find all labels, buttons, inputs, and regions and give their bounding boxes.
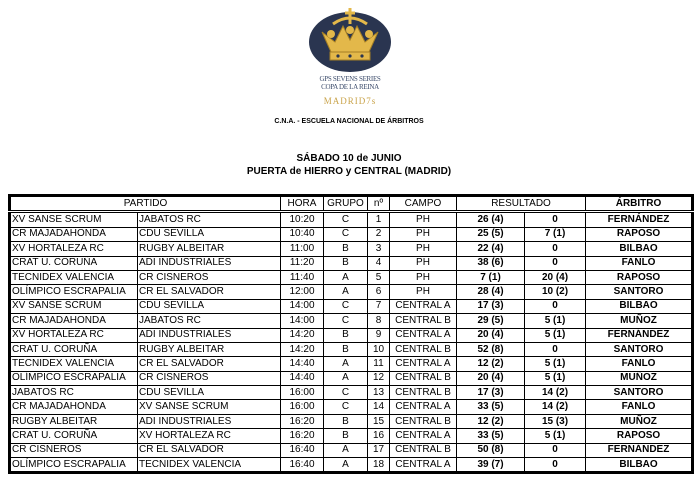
home-team: TECNIDEX VALENCIA (10, 357, 138, 371)
match-group: B (324, 328, 368, 342)
home-score: 39 (7) (457, 458, 525, 473)
col-header-campo: CAMPO (390, 196, 457, 212)
home-team: CR MAJADAHONDA (10, 400, 138, 414)
match-time: 16:00 (281, 386, 324, 400)
home-score: 38 (6) (457, 256, 525, 270)
away-score: 0 (525, 256, 586, 270)
away-team: CR CISNEROS (138, 270, 281, 284)
logo-line-2: COPA DE LA REINA (321, 83, 379, 91)
match-time: 14:40 (281, 371, 324, 385)
event-date: SÁBADO 10 de JUNIO (296, 153, 402, 164)
home-score: 12 (2) (457, 414, 525, 428)
match-group: B (324, 242, 368, 256)
referee: FERNÁNDEZ (586, 443, 693, 457)
home-team: CR MAJADAHONDA (10, 227, 138, 241)
home-team: XV SANSE SCRUM (10, 212, 138, 227)
away-team: JABATOS RC (138, 314, 281, 328)
table-row (10, 242, 693, 256)
away-score: 7 (1) (525, 227, 586, 241)
home-team: XV SANSE SCRUM (10, 299, 138, 313)
home-score: 25 (5) (457, 227, 525, 241)
away-score: 15 (3) (525, 414, 586, 428)
home-team: CR CISNEROS (10, 443, 138, 457)
match-group: A (324, 443, 368, 457)
match-number: 1 (368, 212, 390, 227)
match-field: CENTRAL B (390, 371, 457, 385)
home-team: JABATOS RC (10, 386, 138, 400)
away-team: ADI INDUSTRIALES (138, 414, 281, 428)
match-group: C (324, 314, 368, 328)
match-time: 11:20 (281, 256, 324, 270)
away-score: 0 (525, 299, 586, 313)
col-header-grupo: GRUPO (324, 196, 368, 212)
referee: FERNÁNDEZ (586, 328, 693, 342)
away-score: 0 (525, 458, 586, 473)
match-field: CENTRAL A (390, 429, 457, 443)
match-number: 11 (368, 357, 390, 371)
away-team: CR CISNEROS (138, 371, 281, 385)
away-score: 14 (2) (525, 386, 586, 400)
match-group: C (324, 386, 368, 400)
match-time: 16:40 (281, 443, 324, 457)
match-group: A (324, 285, 368, 299)
away-team: JABATOS RC (138, 212, 281, 227)
match-number: 16 (368, 429, 390, 443)
match-group: C (324, 400, 368, 414)
match-time: 14:20 (281, 328, 324, 342)
home-team: CRAT U. CORUÑA (10, 429, 138, 443)
match-field: PH (390, 270, 457, 284)
col-header-hora: HORA (281, 196, 324, 212)
match-field: CENTRAL B (390, 414, 457, 428)
match-field: CENTRAL A (390, 400, 457, 414)
table-row (10, 458, 693, 473)
referee: MUÑOZ (586, 314, 693, 328)
referee: FERNÁNDEZ (586, 212, 693, 227)
home-score: 52 (8) (457, 342, 525, 356)
referee: SANTORO (586, 386, 693, 400)
match-field: CENTRAL B (390, 443, 457, 457)
away-score: 10 (2) (525, 285, 586, 299)
table-header-row (10, 196, 693, 212)
match-group: C (324, 227, 368, 241)
match-number: 2 (368, 227, 390, 241)
home-team: OLÍMPICO ESCRAPALIA (10, 371, 138, 385)
referee: BILBAO (586, 458, 693, 473)
match-group: A (324, 371, 368, 385)
match-number: 15 (368, 414, 390, 428)
table-row (10, 328, 693, 342)
table-row (10, 400, 693, 414)
away-team: CDU SEVILLA (138, 386, 281, 400)
away-team: CR EL SALVADOR (138, 285, 281, 299)
match-group: B (324, 429, 368, 443)
match-field: CENTRAL A (390, 357, 457, 371)
referee: FANLO (586, 256, 693, 270)
match-field: CENTRAL B (390, 314, 457, 328)
match-time: 14:00 (281, 299, 324, 313)
match-number: 5 (368, 270, 390, 284)
match-time: 10:20 (281, 212, 324, 227)
table-row (10, 270, 693, 284)
home-score: 22 (4) (457, 242, 525, 256)
match-number: 17 (368, 443, 390, 457)
match-results-table (8, 194, 694, 474)
referee: SANTORO (586, 342, 693, 356)
referee: BILBAO (586, 299, 693, 313)
table-row (10, 443, 693, 457)
match-number: 18 (368, 458, 390, 473)
referee: RAPOSO (586, 270, 693, 284)
away-score: 5 (1) (525, 371, 586, 385)
away-team: RUGBY ALBEITAR (138, 242, 281, 256)
away-team: XV SANSE SCRUM (138, 400, 281, 414)
match-number: 4 (368, 256, 390, 270)
away-score: 20 (4) (525, 270, 586, 284)
match-field: CENTRAL A (390, 299, 457, 313)
home-score: 12 (2) (457, 357, 525, 371)
away-score: 0 (525, 212, 586, 227)
home-score: 50 (8) (457, 443, 525, 457)
logo-line-1: GPS SEVENS SERIES (319, 75, 381, 83)
col-header-resultado: RESULTADO (457, 196, 586, 212)
match-group: A (324, 270, 368, 284)
away-team: ADI INDUSTRIALES (138, 256, 281, 270)
table-row (10, 429, 693, 443)
home-team: XV HORTALEZA RC (10, 242, 138, 256)
home-team: OLÍMPICO ESCRAPALIA (10, 458, 138, 473)
match-group: A (324, 357, 368, 371)
referee: MUÑOZ (586, 414, 693, 428)
referee: SANTORO (586, 285, 693, 299)
away-team: ADI INDUSTRIALES (138, 328, 281, 342)
home-team: CR MAJADAHONDA (10, 314, 138, 328)
match-time: 16:00 (281, 400, 324, 414)
home-score: 33 (5) (457, 400, 525, 414)
match-field: CENTRAL A (390, 328, 457, 342)
table-row (10, 227, 693, 241)
table-row (10, 386, 693, 400)
away-team: XV HORTALEZA RC (138, 429, 281, 443)
match-time: 11:00 (281, 242, 324, 256)
match-group: B (324, 256, 368, 270)
match-field: PH (390, 285, 457, 299)
home-team: OLÍMPICO ESCRAPALIA (10, 285, 138, 299)
logo-line-3: MADRID7s (323, 96, 377, 106)
col-header-arbitro: ÁRBITRO (586, 196, 693, 212)
match-group: B (324, 414, 368, 428)
away-score: 0 (525, 443, 586, 457)
match-time: 14:40 (281, 357, 324, 371)
away-team: CDU SEVILLA (138, 227, 281, 241)
home-score: 17 (3) (457, 386, 525, 400)
table-row (10, 299, 693, 313)
away-team: CDU SEVILLA (138, 299, 281, 313)
home-score: 20 (4) (457, 371, 525, 385)
referee: FANLO (586, 357, 693, 371)
organization-title: C.N.A. - ESCUELA NACIONAL DE ÁRBITROS (274, 118, 424, 125)
match-field: PH (390, 242, 457, 256)
match-field: PH (390, 227, 457, 241)
match-time: 14:00 (281, 314, 324, 328)
home-score: 29 (5) (457, 314, 525, 328)
match-time: 11:40 (281, 270, 324, 284)
match-time: 10:40 (281, 227, 324, 241)
match-number: 3 (368, 242, 390, 256)
home-score: 7 (1) (457, 270, 525, 284)
event-venue: PUERTA de HIERRO y CENTRAL (MADRID) (246, 166, 452, 177)
table-row (10, 414, 693, 428)
table-row (10, 314, 693, 328)
away-team: CR EL SALVADOR (138, 443, 281, 457)
home-team: CRAT U. CORUÑA (10, 256, 138, 270)
match-number: 7 (368, 299, 390, 313)
crown-rugby-ball-icon (305, 2, 395, 74)
match-group: C (324, 212, 368, 227)
table-row (10, 342, 693, 356)
match-field: CENTRAL B (390, 386, 457, 400)
away-score: 0 (525, 342, 586, 356)
table-row (10, 357, 693, 371)
referee: BILBAO (586, 242, 693, 256)
away-score: 5 (1) (525, 314, 586, 328)
home-score: 20 (4) (457, 328, 525, 342)
away-score: 14 (2) (525, 400, 586, 414)
table-row (10, 371, 693, 385)
home-score: 26 (4) (457, 212, 525, 227)
match-number: 9 (368, 328, 390, 342)
home-team: RUGBY ALBEITAR (10, 414, 138, 428)
home-team: CRAT U. CORUÑA (10, 342, 138, 356)
col-header-numero: nº (368, 196, 390, 212)
away-team: CR EL SALVADOR (138, 357, 281, 371)
referee: MUÑOZ (586, 371, 693, 385)
table-row (10, 285, 693, 299)
match-field: PH (390, 256, 457, 270)
referee: RAPOSO (586, 227, 693, 241)
match-group: A (324, 458, 368, 473)
referee: RAPOSO (586, 429, 693, 443)
away-score: 5 (1) (525, 429, 586, 443)
match-time: 12:00 (281, 285, 324, 299)
match-field: CENTRAL A (390, 458, 457, 473)
match-group: B (324, 342, 368, 356)
match-number: 10 (368, 342, 390, 356)
match-field: CENTRAL B (390, 342, 457, 356)
away-team: TECNIDEX VALENCIA (138, 458, 281, 473)
match-number: 14 (368, 400, 390, 414)
home-team: TECNIDEX VALENCIA (10, 270, 138, 284)
home-score: 17 (3) (457, 299, 525, 313)
home-score: 33 (5) (457, 429, 525, 443)
match-field: PH (390, 212, 457, 227)
match-number: 12 (368, 371, 390, 385)
tournament-logo (305, 2, 395, 106)
match-number: 6 (368, 285, 390, 299)
referee: FANLO (586, 400, 693, 414)
table-row (10, 212, 693, 227)
home-score: 28 (4) (457, 285, 525, 299)
home-team: XV HORTALEZA RC (10, 328, 138, 342)
match-time: 16:20 (281, 414, 324, 428)
match-number: 8 (368, 314, 390, 328)
away-score: 5 (1) (525, 357, 586, 371)
table-row (10, 256, 693, 270)
away-score: 5 (1) (525, 328, 586, 342)
match-group: C (324, 299, 368, 313)
away-score: 0 (525, 242, 586, 256)
col-header-partido: PARTIDO (10, 196, 281, 212)
match-time: 16:40 (281, 458, 324, 473)
away-team: RUGBY ALBEITAR (138, 342, 281, 356)
match-time: 16:20 (281, 429, 324, 443)
match-time: 14:20 (281, 342, 324, 356)
match-number: 13 (368, 386, 390, 400)
